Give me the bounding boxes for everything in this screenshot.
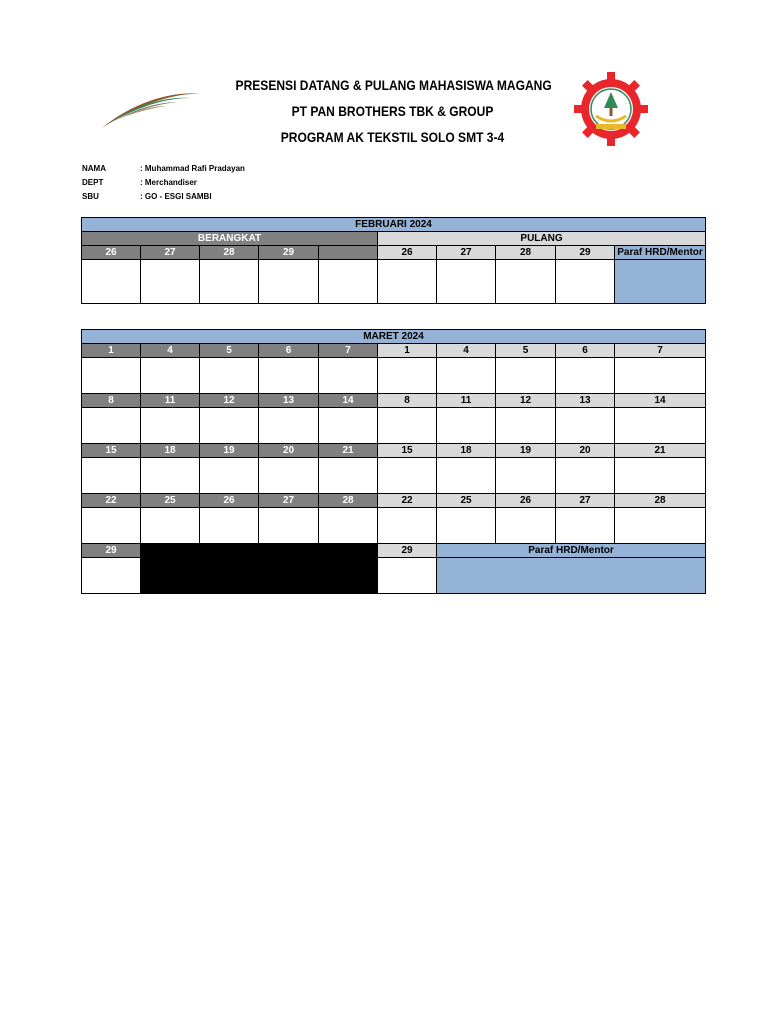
dept-label: DEPT <box>82 178 104 187</box>
mar-berangkat-day: 15 <box>82 444 141 458</box>
attendance-cell[interactable] <box>200 508 259 544</box>
attendance-cell[interactable] <box>200 408 259 444</box>
attendance-cell[interactable] <box>437 408 496 444</box>
mar-pulang-day: 25 <box>437 494 496 508</box>
mar-berangkat-day: 14 <box>319 394 378 408</box>
info-sbu <box>82 190 245 204</box>
attendance-cell[interactable] <box>200 260 259 304</box>
attendance-cell[interactable] <box>319 260 378 304</box>
mar-pulang-day: 11 <box>437 394 496 408</box>
attendance-cell[interactable] <box>141 408 200 444</box>
mar-berangkat-day: 6 <box>259 344 319 358</box>
mar-berangkat-day: 13 <box>259 394 319 408</box>
nama-label: NAMA <box>82 164 106 173</box>
attendance-cell[interactable] <box>615 408 706 444</box>
attendance-cell[interactable] <box>82 458 141 494</box>
mar-month-header: MARET 2024 <box>82 330 706 344</box>
feb-berangkat-day: 26 <box>82 246 141 260</box>
mar-pulang-day: 18 <box>437 444 496 458</box>
attendance-cell[interactable] <box>615 458 706 494</box>
mar-week-1-header <box>82 344 706 358</box>
attendance-cell[interactable] <box>141 508 200 544</box>
attendance-cell[interactable] <box>319 458 378 494</box>
info-dept <box>82 176 245 190</box>
mar-pulang-day: 22 <box>378 494 437 508</box>
mar-pulang-day: 8 <box>378 394 437 408</box>
title-line-1: PRESENSI DATANG & PULANG MAHASISWA MAGANG <box>235 77 552 93</box>
mar-week-5-header <box>82 544 706 558</box>
mar-paraf-label: Paraf HRD/Mentor <box>437 544 706 558</box>
attendance-cell[interactable] <box>437 458 496 494</box>
mar-pulang-day: 19 <box>496 444 556 458</box>
feb-pulang-day: 26 <box>378 246 437 260</box>
mar-week-4-header <box>82 494 706 508</box>
mar-berangkat-day: 8 <box>82 394 141 408</box>
attendance-cell[interactable] <box>259 508 319 544</box>
mar-berangkat-day: 11 <box>141 394 200 408</box>
mar-pulang-day: 29 <box>378 544 437 558</box>
mar-pulang-day: 26 <box>496 494 556 508</box>
mar-berangkat-day: 1 <box>82 344 141 358</box>
swoosh-logo-icon <box>98 84 206 132</box>
mar-berangkat-day: 22 <box>82 494 141 508</box>
attendance-cell[interactable] <box>200 458 259 494</box>
attendance-cell[interactable] <box>496 458 556 494</box>
mar-week-2-header <box>82 394 706 408</box>
sbu-value: : GO - ESGI SAMBI <box>140 192 212 201</box>
attendance-cell[interactable] <box>556 508 615 544</box>
document-header <box>210 72 575 150</box>
attendance-cell[interactable] <box>200 358 259 394</box>
mar-pulang-day: 12 <box>496 394 556 408</box>
mar-berangkat-day: 18 <box>141 444 200 458</box>
attendance-cell[interactable] <box>556 458 615 494</box>
mar-berangkat-day: 19 <box>200 444 259 458</box>
attendance-cell[interactable] <box>378 408 437 444</box>
feb-berangkat-day: 28 <box>200 246 259 260</box>
sbu-label: SBU <box>82 192 99 201</box>
attendance-cell[interactable] <box>259 408 319 444</box>
attendance-cell[interactable] <box>319 508 378 544</box>
attendance-cell[interactable] <box>141 458 200 494</box>
mar-berangkat-day: 7 <box>319 344 378 358</box>
mar-berangkat-day: 28 <box>319 494 378 508</box>
attendance-cell[interactable] <box>82 358 141 394</box>
attendance-cell[interactable] <box>378 558 437 594</box>
mar-berangkat-day: 20 <box>259 444 319 458</box>
attendance-cell[interactable] <box>615 358 706 394</box>
mar-pulang-day: 13 <box>556 394 615 408</box>
feb-month-header: FEBRUARI 2024 <box>82 218 706 232</box>
mar-pulang-day: 6 <box>556 344 615 358</box>
title-line-2: PT PAN BROTHERS TBK & GROUP <box>291 103 494 119</box>
attendance-cell[interactable] <box>378 508 437 544</box>
attendance-cell[interactable] <box>141 358 200 394</box>
mar-berangkat-day: 4 <box>141 344 200 358</box>
mar-paraf-cell[interactable] <box>437 558 706 594</box>
gear-seal-logo-icon <box>574 72 648 146</box>
attendance-cell[interactable] <box>319 408 378 444</box>
attendance-cell[interactable] <box>437 358 496 394</box>
mar-berangkat-day: 29 <box>82 544 141 558</box>
attendance-cell[interactable] <box>496 260 556 304</box>
mar-pulang-day: 5 <box>496 344 556 358</box>
attendance-cell[interactable] <box>141 260 200 304</box>
feb-berangkat-day: 27 <box>141 246 200 260</box>
attendance-cell[interactable] <box>378 260 437 304</box>
feb-paraf-label: Paraf HRD/Mentor <box>615 246 706 260</box>
attendance-cell[interactable] <box>259 260 319 304</box>
mar-pulang-day: 15 <box>378 444 437 458</box>
feb-pulang-day: 29 <box>556 246 615 260</box>
info-nama <box>82 162 245 176</box>
attendance-cell[interactable] <box>556 260 615 304</box>
mar-pulang-day: 21 <box>615 444 706 458</box>
mar-pulang-day: 7 <box>615 344 706 358</box>
attendance-cell[interactable] <box>496 358 556 394</box>
title-line-3: PROGRAM AK TEKSTIL SOLO SMT 3-4 <box>280 129 505 145</box>
feb-pulang-day: 27 <box>437 246 496 260</box>
mar-pulang-day: 4 <box>437 344 496 358</box>
mar-week-3-header <box>82 444 706 458</box>
attendance-cell[interactable] <box>378 358 437 394</box>
mar-berangkat-day: 21 <box>319 444 378 458</box>
blacked-out-area <box>141 544 378 594</box>
mar-berangkat-day: 27 <box>259 494 319 508</box>
attendance-cell[interactable] <box>82 558 141 594</box>
mar-pulang-day: 14 <box>615 394 706 408</box>
mar-pulang-day: 27 <box>556 494 615 508</box>
attendance-cell[interactable] <box>615 508 706 544</box>
nama-value: : Muhammad Rafi Pradayan <box>140 164 245 173</box>
mar-pulang-day: 20 <box>556 444 615 458</box>
attendance-cell[interactable] <box>437 508 496 544</box>
mar-berangkat-day: 26 <box>200 494 259 508</box>
mar-berangkat-day: 12 <box>200 394 259 408</box>
feb-berangkat-header: BERANGKAT <box>82 232 378 246</box>
march-attendance-table <box>81 329 706 594</box>
attendance-cell[interactable] <box>82 260 141 304</box>
attendance-cell[interactable] <box>378 458 437 494</box>
february-attendance-table <box>81 217 706 304</box>
attendance-cell[interactable] <box>319 358 378 394</box>
attendance-cell[interactable] <box>82 408 141 444</box>
attendance-cell[interactable] <box>259 458 319 494</box>
mar-berangkat-day: 5 <box>200 344 259 358</box>
attendance-cell[interactable] <box>556 408 615 444</box>
dept-value: : Merchandiser <box>140 178 197 187</box>
attendance-cell[interactable] <box>556 358 615 394</box>
attendance-cell[interactable] <box>82 508 141 544</box>
mar-pulang-day: 1 <box>378 344 437 358</box>
mar-berangkat-day: 25 <box>141 494 200 508</box>
attendance-cell[interactable] <box>437 260 496 304</box>
attendance-cell[interactable] <box>259 358 319 394</box>
feb-pulang-header: PULANG <box>378 232 706 246</box>
attendance-cell[interactable] <box>496 408 556 444</box>
feb-berangkat-day <box>319 246 378 260</box>
attendance-cell[interactable] <box>496 508 556 544</box>
feb-berangkat-day: 29 <box>259 246 319 260</box>
feb-paraf-cell[interactable] <box>615 260 706 304</box>
student-info <box>82 162 245 204</box>
feb-pulang-day: 28 <box>496 246 556 260</box>
mar-pulang-day: 28 <box>615 494 706 508</box>
